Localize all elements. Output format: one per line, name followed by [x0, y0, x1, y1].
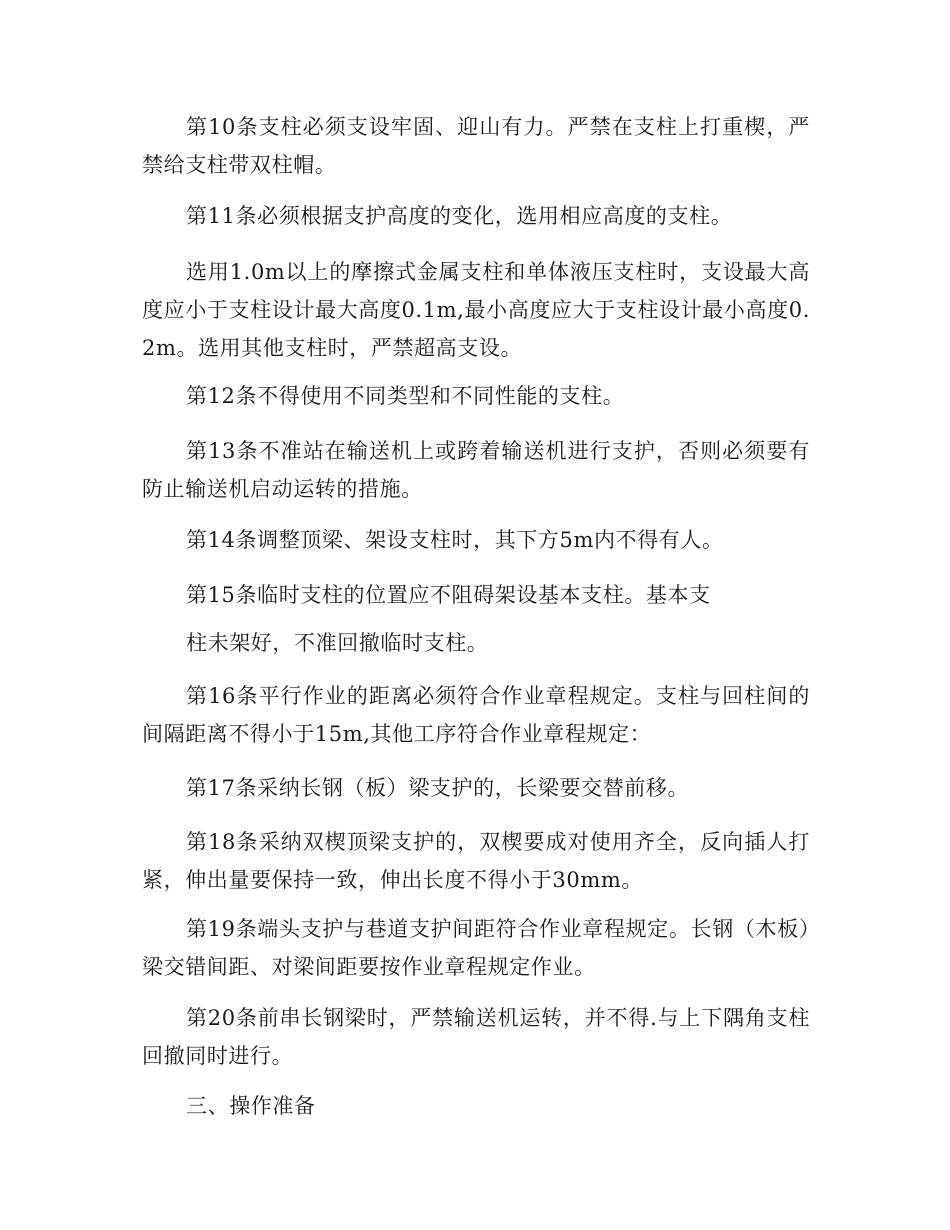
paragraph-support-height: 选用1.0m以上的摩擦式金属支柱和单体液压支柱时，支设最大高度应小于支柱设计最大高度0.1m,最小高度应大于支柱设计最小高度0.2m。选用其他支柱时，严禁超高支设。 [142, 260, 810, 360]
paragraph-article-18: 第18条采纳双楔顶梁支护的，双楔要成对使用齐全，反向插人打紧，伸出量要保持一致，伸出长度不得小于30mm。 [142, 830, 810, 892]
paragraph-article-19: 第19条端头支护与巷道支护间距符合作业章程规定。长钢（木板）梁交错间距、对梁间距要按作业章程规定作业。 [142, 917, 810, 979]
paragraph-article-12: 第12条不得使用不同类型和不同性能的支柱。 [186, 384, 625, 408]
paragraph-article-17: 第17条采纳长钢（板）梁支护的，长梁要交替前移。 [186, 776, 690, 800]
paragraph-article-16: 第16条平行作业的距离必须符合作业章程规定。支柱与回柱间的间隔距离不得小于15m,其他工序符合作业章程规定： [142, 684, 810, 746]
paragraph-article-10: 第10条支柱必须支设牢固、迎山有力。严禁在支柱上打重楔，严禁给支柱带双柱帽。 [142, 115, 810, 177]
paragraph-article-15-continued: 柱未架好，不准回撤临时支柱。 [186, 631, 489, 655]
section-heading-operation-preparation: 三、操作准备 [186, 1094, 316, 1118]
paragraph-article-15: 第15条临时支柱的位置应不阻碍架设基本支柱。基本支 [186, 583, 711, 607]
paragraph-article-20: 第20条前串长钢梁时，严禁输送机运转，并不得.与上下隅角支柱回撤同时进行。 [142, 1006, 810, 1068]
paragraph-article-14: 第14条调整顶梁、架设支柱时，其下方5m内不得有人。 [186, 528, 724, 552]
paragraph-article-13: 第13条不准站在输送机上或跨着输送机进行支护，否则必须要有防止输送机启动运转的措施。 [142, 439, 810, 501]
paragraph-article-11: 第11条必须根据支护高度的变化，选用相应高度的支柱。 [186, 204, 733, 228]
